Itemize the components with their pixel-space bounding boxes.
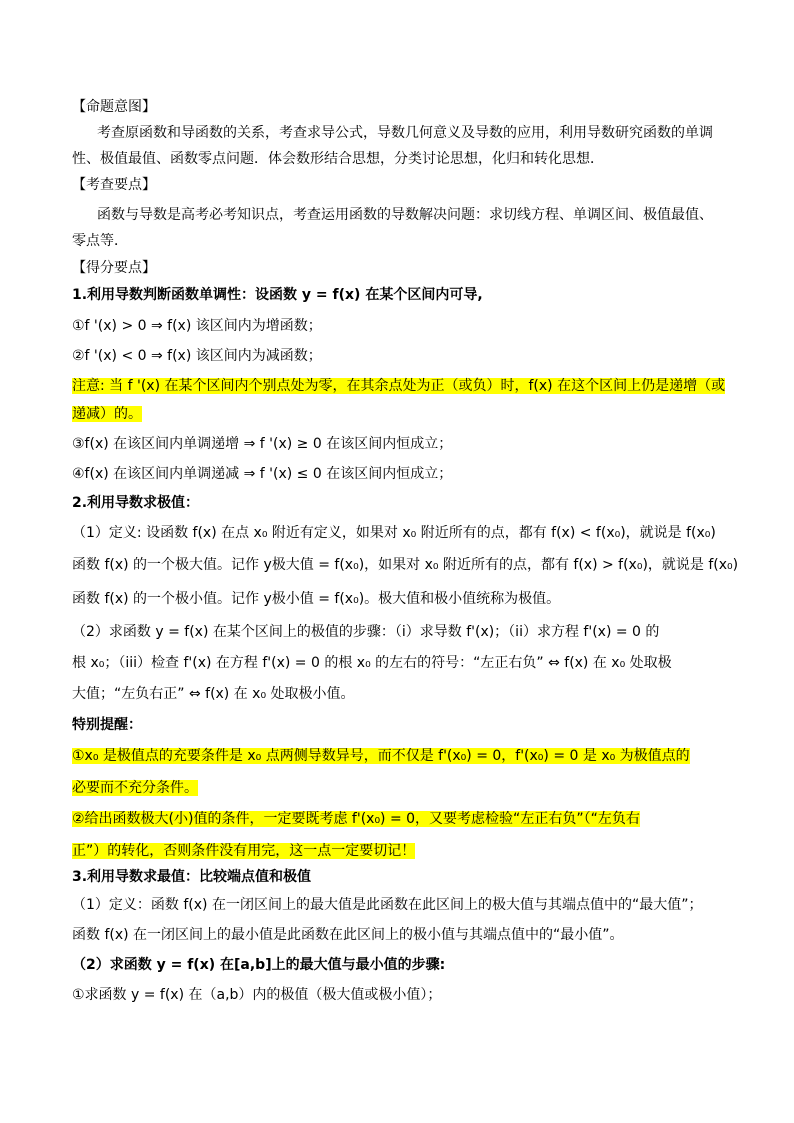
text-line-content: 函数 f(x) 的一个极大值。记作 y极大值 = f(x₀)，如果对 x₀ 附近所有的点，都有 f(x) > f(x₀)，就说是 f(x₀) [72,557,739,573]
text-line-content: 1.利用导数判断函数单调性：设函数 y = f(x) 在某个区间内可导, [72,287,483,303]
text-line-content: 零点等． [72,233,128,249]
text-line-s2-title [72,493,199,513]
text-line-s1-a [72,316,322,336]
text-line-intent-2 [72,149,604,169]
text-line-s2-def-3 [72,589,560,609]
text-line-s2-r1-1 [72,746,690,766]
text-line-h-score [72,258,156,278]
text-line-content: 必要而不充分条件。 [72,780,198,796]
text-line-s2-def-2 [72,555,738,575]
text-line-content: （1）定义：函数 f(x) 在一闭区间上的最大值是此函数在此区间上的极大值与其端点值中的“最大值”； [72,897,703,913]
text-line-s2-r1-2 [72,778,198,798]
text-line-content: 性、极值最值、函数零点问题．体会数形结合思想，分类讨论思想，化归和转化思想． [72,151,604,167]
text-line-content: ③f(x) 在该区间内单调递增 ⇒ f '(x) ≥ 0 在该区间内恒成立； [72,436,453,452]
text-line-content: ①f '(x) > 0 ⇒ f(x) 该区间内为增函数； [72,318,322,334]
text-line-content: ①求函数 y = f(x) 在（a,b）内的极值（极大值或极小值）； [72,987,442,1003]
text-line-content: 【考查要点】 [72,177,156,193]
text-line-s2-steps-2 [72,653,672,673]
text-line-s3-step-1 [72,985,441,1005]
text-line-content: 考查原函数和导函数的关系，考查求导公式，导数几何意义及导数的应用，利用导数研究函数的单调 [97,125,713,141]
text-line-s2-r2-1 [72,809,640,829]
text-line-content: 函数与导数是高考必考知识点，考查运用函数的导数解决问题：求切线方程、单调区间、极值最值、 [97,207,713,223]
text-line-content: 【命题意图】 [72,99,156,115]
text-line-s1-b [72,346,322,366]
text-line-s2-remind [72,715,142,735]
text-line-s1-title [72,285,483,305]
text-line-s1-c [72,434,452,454]
text-line-content: ②f '(x) < 0 ⇒ f(x) 该区间内为减函数； [72,348,322,364]
text-line-s1-note-1 [72,376,725,396]
text-line-s2-r2-2 [72,841,415,861]
text-line-content: ②给出函数极大(小)值的条件，一定要既考虑 f'(x₀) = 0，又要考虑检验“左正右负”（“左负右 [72,811,640,827]
text-line-s3-def-1 [72,895,702,915]
text-line-s2-steps-1 [72,622,659,642]
text-line-content: 3.利用导数求最值：比较端点值和极值 [72,869,312,885]
text-line-content: （2）求函数 y = f(x) 在[a,b]上的最大值与最小值的步骤: [72,957,446,973]
text-line-s2-def-1 [72,523,716,543]
text-line-s3-title [72,867,311,887]
text-line-content: ④f(x) 在该区间内单调递减 ⇒ f '(x) ≤ 0 在该区间内恒成立； [72,466,453,482]
text-line-content: ①x₀ 是极值点的充要条件是 x₀ 点两侧导数异号，而不仅是 f'(x₀) = 0，f'(x₀) = 0 是 x₀ 为极值点的 [72,748,690,764]
text-line-intent-1 [97,123,713,143]
text-line-content: （1）定义: 设函数 f(x) 在点 x₀ 附近有定义，如果对 x₀ 附近所有的点，都有 f(x) < f(x₀)，就说是 f(x₀) [72,525,716,541]
text-line-content: 【得分要点】 [72,260,156,276]
text-line-points-1 [97,205,713,225]
text-line-content: 特别提醒： [72,717,142,733]
text-line-content: 函数 f(x) 在一闭区间上的最小值是此函数在此区间上的极小值与其端点值中的“最小值”。 [72,927,624,943]
text-line-h-points [72,175,156,195]
text-line-content: （2）求函数 y = f(x) 在某个区间上的极值的步骤：（i）求导数 f'(x)；（ii）求方程 f'(x) = 0 的 [72,624,660,640]
text-line-content: 注意: 当 f '(x) 在某个区间内个别点处为零，在其余点处为正（或负）时，f(x) 在这个区间上仍是递增（或 [72,378,726,394]
text-line-content: 大值；“左负右正” ⇔ f(x) 在 x₀ 处取极小值。 [72,686,355,702]
text-line-content: 正”）的转化，否则条件没有用完，这一点一定要切记！ [72,843,416,859]
text-line-h-intent [72,97,156,117]
text-line-content: 函数 f(x) 的一个极小值。记作 y极小值 = f(x₀)。极大值和极小值统称为极值。 [72,591,561,607]
text-line-s3-steps [72,955,445,975]
text-line-s1-d [72,464,452,484]
text-line-points-2 [72,231,128,251]
text-line-s2-steps-3 [72,684,355,704]
text-line-s1-note-2 [72,404,142,424]
text-line-content: 2.利用导数求极值： [72,495,200,511]
text-line-s3-def-2 [72,925,624,945]
text-line-content: 递减）的。 [72,406,142,422]
text-line-content: 根 x₀；（iii）检查 f'(x) 在方程 f'(x) = 0 的根 x₀ 的左右的符号：“左正右负” ⇔ f(x) 在 x₀ 处取极 [72,655,672,671]
